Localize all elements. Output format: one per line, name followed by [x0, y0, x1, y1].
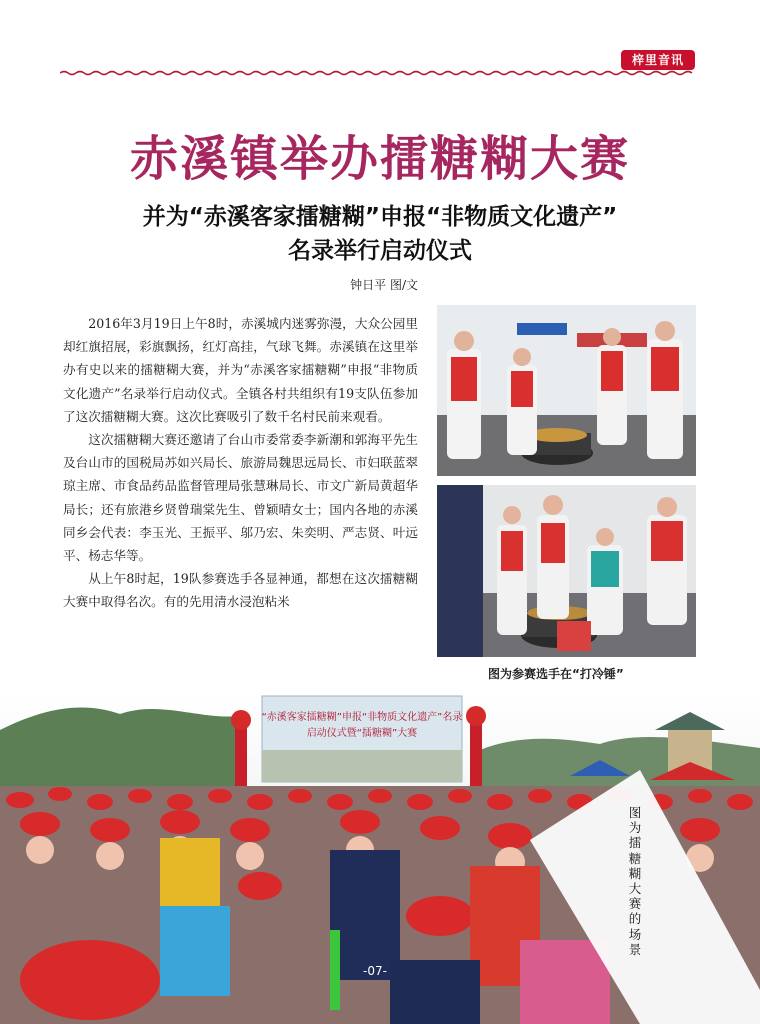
banner-text-1: “赤溪客家擂糖糊”申报“非物质文化遗产”名录 [261, 712, 463, 723]
photo-caption: 图为参赛选手在“打冷锤” [488, 667, 624, 681]
subtitle-line-1: 并为“赤溪客家擂糖糊”申报“非物质文化遗产” [142, 204, 618, 230]
photo-contestants-1 [437, 305, 696, 476]
vertical-photo-caption: 图为擂糖糊大赛的场景 [628, 805, 642, 957]
photo-event-crowd [0, 690, 760, 1024]
decorative-wave-rule [60, 70, 695, 76]
banner-text-2: 启动仪式暨“擂糖糊”大赛 [306, 728, 418, 739]
article-subtitle [50, 200, 710, 268]
paragraph: 2016年3月19日上午8时，赤溪城内迷雾弥漫，大众公园里却红旗招展，彩旗飘扬，红灯高挂，气球飞舞。赤溪镇在这里举办有史以来的擂糖糊大赛，并为“赤溪客家擂糖糊”申报“非物质文化遗产”名录举行启动仪式。全镇各村共组织有19支队伍参加了这次擂糖糊大赛。这次比赛吸引了数千名村民前来观看。 [63, 316, 418, 424]
section-badge: 梓里音讯 [621, 50, 695, 70]
page-number: -07- [363, 964, 387, 978]
article-body [63, 312, 418, 614]
photo-contestants-2 [437, 485, 696, 657]
paragraph: 这次擂糖糊大赛还邀请了台山市委常委李新潮和郭海平先生及台山市的国税局苏如兴局长、旅游局魏思远局长、市妇联蓝翠琼主席、市食品药品监督管理局张慧琳局长、市文广新局黄超华局长；还有旅港乡贤曾瑞棠先生、曾颖晴女士；国内各地的赤溪同乡会代表：李玉光、王振平、邬乃宏、朱奕明、严志贤、叶远平、杨志华等。 [63, 432, 418, 564]
byline: 钟日平 图/文 [350, 278, 418, 292]
subtitle-line-2: 名录举行启动仪式 [288, 238, 472, 264]
article-title: 赤溪镇举办擂糖糊大赛 [129, 131, 630, 187]
paragraph: 从上午8时起，19队参赛选手各显神通，都想在这次擂糖糊大赛中取得名次。有的先用清水浸泡粘米 [63, 571, 418, 610]
